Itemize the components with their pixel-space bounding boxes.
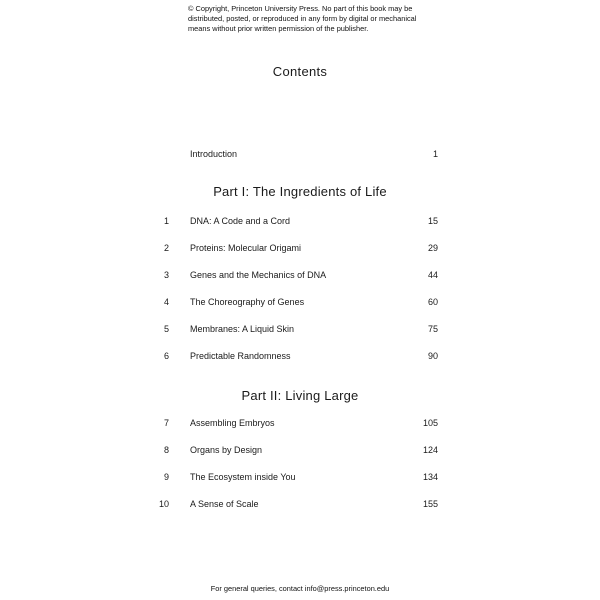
- chapter-title: The Choreography of Genes: [190, 297, 305, 307]
- toc-entry-chapter-8[interactable]: [150, 443, 440, 457]
- chapter-number: 6: [163, 351, 169, 361]
- chapter-number: 7: [163, 418, 169, 428]
- toc-entry-chapter-2[interactable]: [150, 241, 440, 255]
- page-number: 155: [422, 499, 438, 509]
- toc-entry-chapter-9[interactable]: [150, 470, 440, 484]
- toc-entry-chapter-1[interactable]: [150, 214, 440, 228]
- toc-entry-chapter-5[interactable]: [150, 322, 440, 336]
- chapter-title: Genes and the Mechanics of DNA: [190, 270, 327, 280]
- chapter-title: Organs by Design: [190, 445, 263, 455]
- page-number: 1: [432, 149, 438, 159]
- page-number: 15: [427, 216, 438, 226]
- chapter-number: 5: [163, 324, 169, 334]
- chapter-title: Predictable Randomness: [190, 351, 291, 361]
- page-number: 44: [427, 270, 438, 280]
- part-1-heading: Part I: The Ingredients of Life: [213, 184, 387, 199]
- toc-entry-chapter-6[interactable]: [150, 349, 440, 363]
- chapter-number: 9: [163, 472, 169, 482]
- page-number: 105: [422, 418, 438, 428]
- chapter-number: 1: [163, 216, 169, 226]
- toc-entry-chapter-3[interactable]: [150, 268, 440, 282]
- page-number: 124: [422, 445, 438, 455]
- chapter-title: Membranes: A Liquid Skin: [190, 324, 295, 334]
- chapter-title: Assembling Embryos: [190, 418, 275, 428]
- chapter-title: DNA: A Code and a Cord: [190, 216, 291, 226]
- chapter-number: 10: [158, 499, 169, 509]
- page-number: 29: [427, 243, 438, 253]
- page-number: 60: [427, 297, 438, 307]
- page-number: 75: [427, 324, 438, 334]
- chapter-title: The Ecosystem inside You: [190, 472, 296, 482]
- chapter-title: A Sense of Scale: [190, 499, 259, 509]
- page-number: 134: [422, 472, 438, 482]
- page-number: 90: [427, 351, 438, 361]
- chapter-title: Proteins: Molecular Origami: [190, 243, 302, 253]
- copyright-notice: © Copyright, Princeton University Press. No part of this book may be distributed, posted, or reproduced in any form by digital or mechanical means without prior written permission of the publisher.: [188, 4, 417, 33]
- chapter-number: 4: [163, 297, 169, 307]
- part-2-heading: Part II: Living Large: [241, 388, 359, 403]
- toc-entry-chapter-7[interactable]: [150, 416, 440, 430]
- chapter-number: 3: [163, 270, 169, 280]
- chapter-number: 2: [163, 243, 169, 253]
- toc-entry-chapter-10[interactable]: [150, 497, 440, 511]
- toc-entry-introduction[interactable]: [150, 147, 440, 161]
- toc-entry-chapter-4[interactable]: [150, 295, 440, 309]
- page-title: Contents: [272, 64, 328, 79]
- chapter-title: Introduction: [190, 149, 238, 159]
- chapter-number: 8: [163, 445, 169, 455]
- footer-contact: For general queries, contact info@press.princeton.edu: [210, 584, 390, 593]
